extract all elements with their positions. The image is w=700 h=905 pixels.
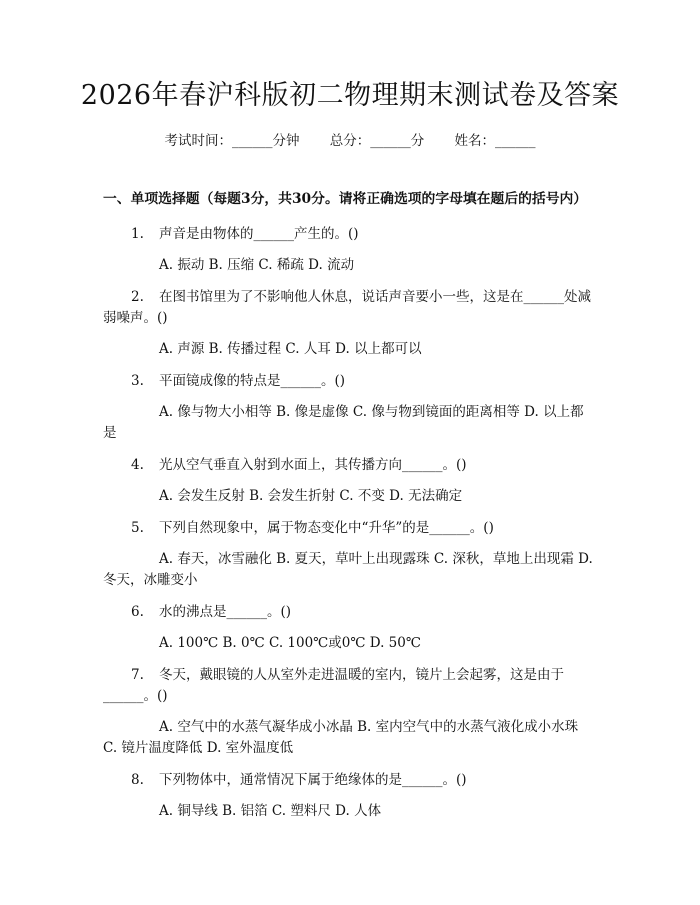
- question-7: [103, 665, 595, 707]
- question-6-options: A. 100℃ B. 0℃ C. 100℃或0℃ D. 50℃: [159, 635, 421, 651]
- question-text: [103, 371, 595, 392]
- question-number: 3.: [131, 373, 144, 389]
- question-stem: 声音是由物体的______产生的。(): [159, 226, 359, 242]
- question-text: [103, 770, 595, 791]
- question-stem: 光从空气垂直入射到水面上，其传播方向______。(): [159, 457, 467, 473]
- page-title: 2026年春沪科版初二物理期末测试卷及答案: [80, 80, 620, 111]
- question-stem: 水的沸点是______。(): [159, 604, 292, 620]
- question-2: [103, 287, 595, 329]
- exam-meta: [0, 132, 700, 150]
- question-7-options: A. 空气中的水蒸气凝华成小冰晶 B. 室内空气中的水蒸气液化成小水珠 C. 镜片温度降低 D. 室外温度低: [103, 719, 579, 756]
- student-name: 姓名：______: [454, 133, 536, 149]
- question-text: [103, 224, 595, 245]
- question-number: 8.: [131, 772, 144, 788]
- section-heading: 一、单项选择题（每题3分，共30分。请将正确选项的字母填在题后的括号内）: [103, 191, 588, 207]
- question-number: 6.: [131, 604, 144, 620]
- question-number: 2.: [131, 289, 144, 305]
- question-4-options: A. 会发生反射 B. 会发生折射 C. 不变 D. 无法确定: [159, 488, 463, 504]
- question-text: [103, 518, 595, 539]
- question-number: 7.: [131, 667, 144, 683]
- question-stem: 下列自然现象中，属于物态变化中“升华”的是______。(): [159, 520, 494, 536]
- question-stem: 冬天，戴眼镜的人从室外走进温暖的室内，镜片上会起雾，这是由于______。(): [103, 667, 564, 704]
- question-stem: 在图书馆里为了不影响他人休息，说话声音要小一些，这是在______处减弱噪声。(): [103, 289, 591, 326]
- question-8: [103, 770, 595, 791]
- question-text: [103, 455, 595, 476]
- question-number: 5.: [131, 520, 144, 536]
- question-1: [103, 224, 595, 245]
- exam-time: 考试时间：______分钟: [164, 133, 300, 149]
- exam-total-score: 总分：______分: [329, 133, 425, 149]
- question-3: [103, 371, 595, 392]
- question-text: [103, 287, 595, 329]
- question-5-options: A. 春天，冰雪融化 B. 夏天，草叶上出现露珠 C. 深秋，草地上出现霜 D. 冬天，冰雕变小: [103, 551, 593, 588]
- question-stem: 平面镜成像的特点是______。(): [159, 373, 346, 389]
- question-4: [103, 455, 595, 476]
- question-text: [103, 665, 595, 707]
- question-5: [103, 518, 595, 539]
- question-stem: 下列物体中，通常情况下属于绝缘体的是______。(): [159, 772, 467, 788]
- question-number: 1.: [131, 226, 144, 242]
- question-3-options: A. 像与物大小相等 B. 像是虚像 C. 像与物到镜面的距离相等 D. 以上都是: [103, 404, 584, 441]
- question-number: 4.: [131, 457, 144, 473]
- question-8-options: A. 铜导线 B. 铝箔 C. 塑料尺 D. 人体: [159, 803, 382, 819]
- question-2-options: A. 声源 B. 传播过程 C. 人耳 D. 以上都可以: [159, 341, 422, 357]
- question-text: [103, 602, 595, 623]
- question-1-options: A. 振动 B. 压缩 C. 稀疏 D. 流动: [159, 257, 355, 273]
- question-6: [103, 602, 595, 623]
